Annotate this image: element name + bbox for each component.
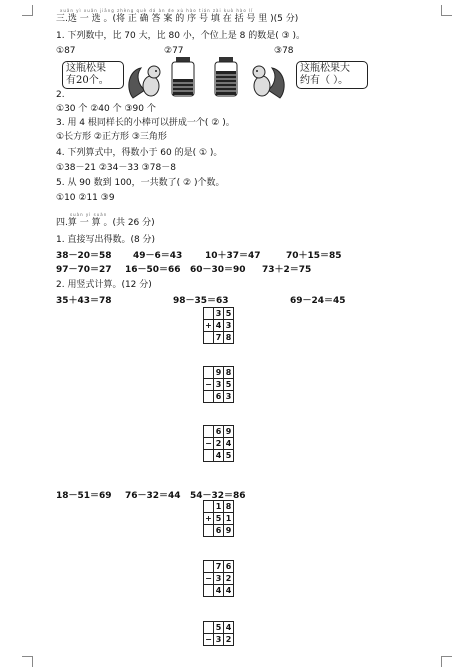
grid-cell: 9 <box>214 367 224 379</box>
grid-cell: − <box>205 634 212 644</box>
grid-cell: 2 <box>214 438 224 450</box>
grid-cell: 6 <box>214 426 224 438</box>
grid-cell: 7 <box>214 561 224 573</box>
calc-item: 60－30＝90 <box>190 265 246 275</box>
grid-cell <box>204 501 214 513</box>
grid-cell: 6 <box>214 391 224 403</box>
grid-cell: 4 <box>214 320 224 332</box>
grid-cell: 3 <box>214 308 224 320</box>
grid-cell: 8 <box>224 332 234 344</box>
grid-cell: 1 <box>214 501 224 513</box>
vertical-calc-grid <box>203 366 234 403</box>
question-4: 4. 下列算式中，得数小于 60 的是( ① )。 <box>56 148 223 158</box>
grid-cell <box>204 426 214 438</box>
calc-item: 16－50＝66 <box>125 265 181 275</box>
grid-cell: + <box>205 513 212 523</box>
grid-cell <box>204 308 214 320</box>
section4-q1: 1. 直接写出得数。(8 分) <box>56 235 156 245</box>
grid-cell: 3 <box>224 320 234 332</box>
calc-item: 69－24＝45 <box>290 296 346 306</box>
speech-bubble-right <box>296 61 368 89</box>
grid-cell <box>204 391 214 403</box>
grid-cell: 4 <box>214 585 224 597</box>
question-2: 2. <box>56 90 65 100</box>
vertical-calc-grid <box>203 560 234 597</box>
grid-cell: 3 <box>224 391 234 403</box>
grid-cell: 6 <box>214 525 224 537</box>
speech-bubble-left <box>62 61 124 89</box>
grid-cell <box>204 450 214 462</box>
calc-item: 97－70＝27 <box>56 265 112 275</box>
grid-cell: 5 <box>224 379 234 391</box>
grid-cell: 8 <box>224 367 234 379</box>
pinyin-annotation: xuǎn yì xuǎn jiāng zhèng què dá àn de xù hào tián zài kuò hào lǐ <box>60 8 254 13</box>
calc-item: 54－32＝86 <box>190 491 246 501</box>
q3-options: ①长方形 ②正方形 ③三角形 <box>56 132 167 142</box>
jar-icon <box>213 57 239 95</box>
squirrel-left-icon <box>125 60 165 100</box>
grid-cell: 4 <box>224 438 234 450</box>
q1-option-2: ②77 <box>164 46 184 56</box>
question-1: 1. 下列数中，比 70 大，比 80 小，个位上是 8 的数是( ③ )。 <box>56 31 306 41</box>
question-3: 3. 用 4 根同样长的小棒可以拼成一个( ② )。 <box>56 118 235 128</box>
calc-item: 10＋37＝47 <box>205 251 261 261</box>
corner-mark-top-left <box>22 5 33 16</box>
grid-cell: 4 <box>224 585 234 597</box>
grid-cell <box>204 622 214 634</box>
pinyin-annotation: suàn yì suàn <box>70 212 108 217</box>
grid-cell <box>204 367 214 379</box>
grid-cell: 2 <box>224 573 234 585</box>
grid-cell: 3 <box>214 573 224 585</box>
calc-item: 98－35＝63 <box>173 296 229 306</box>
grid-cell: 9 <box>224 426 234 438</box>
bubble-right-line-2: 约有（ ）。 <box>300 75 349 86</box>
q4-options: ①38－21 ②34－33 ③78－8 <box>56 163 176 173</box>
grid-cell: 5 <box>214 513 224 525</box>
vertical-calc-grid <box>203 621 234 646</box>
calc-item: 49－6＝43 <box>133 251 183 261</box>
corner-mark-bottom-left <box>22 656 33 667</box>
grid-cell <box>204 561 214 573</box>
vertical-calc-grid <box>203 425 234 462</box>
squirrel-right-icon <box>248 60 288 100</box>
vertical-calc-grid <box>203 307 234 344</box>
corner-mark-top-right <box>441 5 452 16</box>
vertical-calc-grid <box>203 500 234 537</box>
calc-item: 76－32＝44 <box>125 491 181 501</box>
bubble-right-line-1: 这瓶松果大 <box>300 63 350 74</box>
section4-q2: 2. 用竖式计算。(12 分) <box>56 280 152 290</box>
grid-cell: + <box>205 320 212 330</box>
grid-cell: 5 <box>224 308 234 320</box>
q5-options: ①10 ②11 ③9 <box>56 193 115 203</box>
grid-cell <box>204 332 214 344</box>
grid-cell: − <box>205 379 212 389</box>
calc-item: 18－51＝69 <box>56 491 112 501</box>
grid-cell <box>204 585 214 597</box>
grid-cell: 3 <box>214 634 224 646</box>
grid-cell: 7 <box>214 332 224 344</box>
grid-cell: 4 <box>214 450 224 462</box>
q2-options: ①30 个 ②40 个 ③90 个 <box>56 104 156 114</box>
grid-cell: − <box>205 438 212 448</box>
grid-cell: 5 <box>224 450 234 462</box>
grid-cell: 4 <box>224 622 234 634</box>
calc-item: 73＋2＝75 <box>262 265 312 275</box>
grid-cell <box>204 525 214 537</box>
grid-cell: 9 <box>224 525 234 537</box>
grid-cell: 6 <box>224 561 234 573</box>
corner-mark-bottom-right <box>441 656 452 667</box>
grid-cell: 2 <box>224 634 234 646</box>
grid-cell: 8 <box>224 501 234 513</box>
q1-option-1: ①87 <box>56 46 76 56</box>
calc-item: 38－20＝58 <box>56 251 112 261</box>
calc-item: 70＋15＝85 <box>286 251 342 261</box>
grid-cell: 1 <box>224 513 234 525</box>
bubble-left-line-2: 有20个。 <box>66 75 109 86</box>
bubble-left-line-1: 这瓶松果 <box>66 63 106 74</box>
section3-title: 三.选 一 选 。(将 正 确 答 案 的 序 号 填 在 括 号 里 )(5 分) <box>56 14 299 24</box>
grid-cell: 5 <box>214 622 224 634</box>
grid-cell: 3 <box>214 379 224 391</box>
calc-item: 35＋43＝78 <box>56 296 112 306</box>
section4-title: 四.算 一 算 。(共 26 分) <box>56 218 155 228</box>
q1-option-3: ③78 <box>274 46 294 56</box>
question-5: 5. 从 90 数到 100，一共数了( ② )个数。 <box>56 178 225 188</box>
jar-icon <box>170 57 196 95</box>
grid-cell: − <box>205 573 212 583</box>
